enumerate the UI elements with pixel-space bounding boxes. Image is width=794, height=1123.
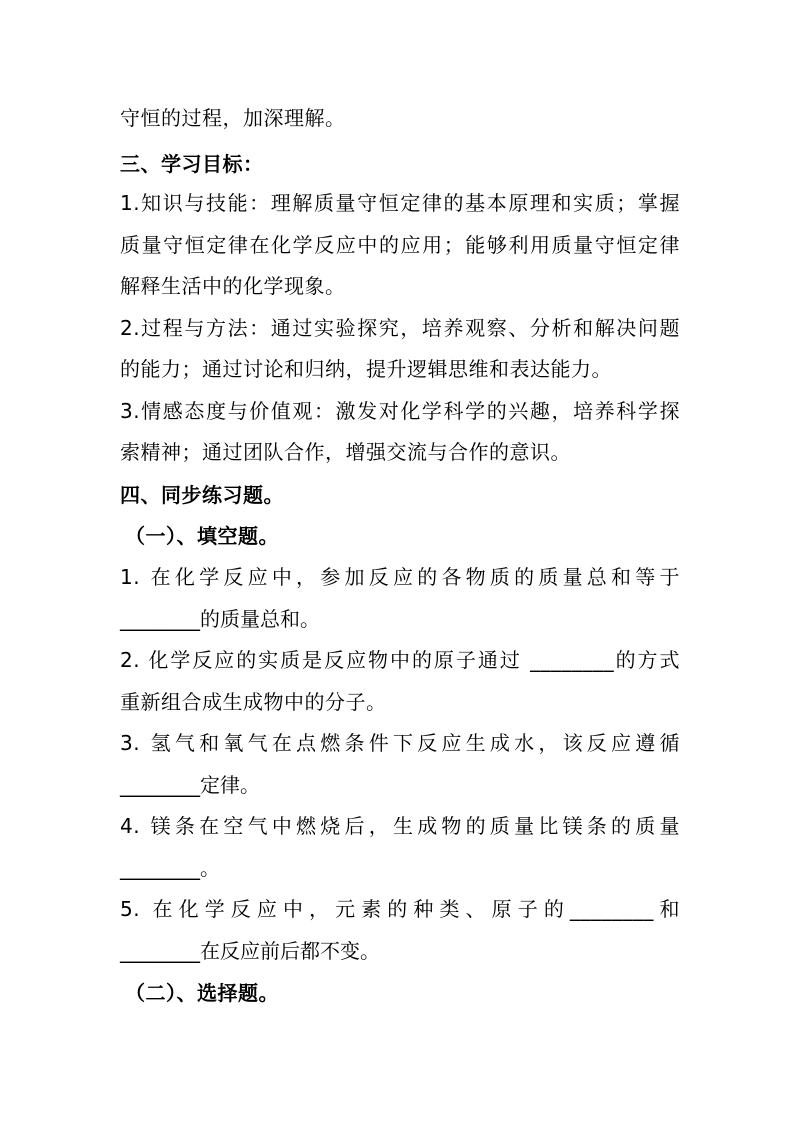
fill-in-heading: （一）、填空题。 [125,524,279,548]
question-4-line-2: ________。 [120,856,220,880]
goal-1-line-2: 质量守恒定律在化学反应中的应用；能够利用质量守恒定律 [120,233,680,257]
question-2-line-1: 2. 化学反应的实质是反应物中的原子通过 ________的方式 [120,648,680,672]
question-5-line-1: 5. 在化学反应中，元素的种类、原子的________和 [120,897,680,921]
question-1-line-1: 1. 在化学反应中，参加反应的各物质的质量总和等于 [120,565,680,589]
question-3-line-1: 3. 氢气和氧气在点燃条件下反应生成水，该反应遵循 [120,731,680,755]
question-2-line-2: 重新组合成生成物中的分子。 [120,690,387,714]
question-5-line-2: ________在反应前后都不变。 [120,939,380,963]
goal-3-line-2: 索精神；通过团队合作，增强交流与合作的意识。 [120,440,571,464]
question-3-line-2: ________定律。 [120,773,260,797]
goal-3-line-1: 3.情感态度与价值观：激发对化学科学的兴趣，培养科学探 [120,399,680,423]
section-3-heading: 三、学习目标： [120,152,264,176]
goal-1-line-3: 解释生活中的化学现象。 [120,274,346,298]
section-4-heading: 四、同步练习题。 [120,483,284,507]
goal-1-line-1: 1.知识与技能：理解质量守恒定律的基本原理和实质；掌握 [120,191,680,215]
question-1-line-2: ________的质量总和。 [120,607,320,631]
goal-2-line-1: 2.过程与方法：通过实验探究，培养观察、分析和解决问题 [120,316,680,340]
goal-2-line-2: 的能力；通过讨论和归纳，提升逻辑思维和表达能力。 [120,357,612,381]
question-4-line-1: 4. 镁条在空气中燃烧后，生成物的质量比镁条的质量 [120,814,680,838]
multiple-choice-heading: （二）、选择题。 [125,981,279,1005]
intro-tail: 守恒的过程，加深理解。 [120,106,346,130]
